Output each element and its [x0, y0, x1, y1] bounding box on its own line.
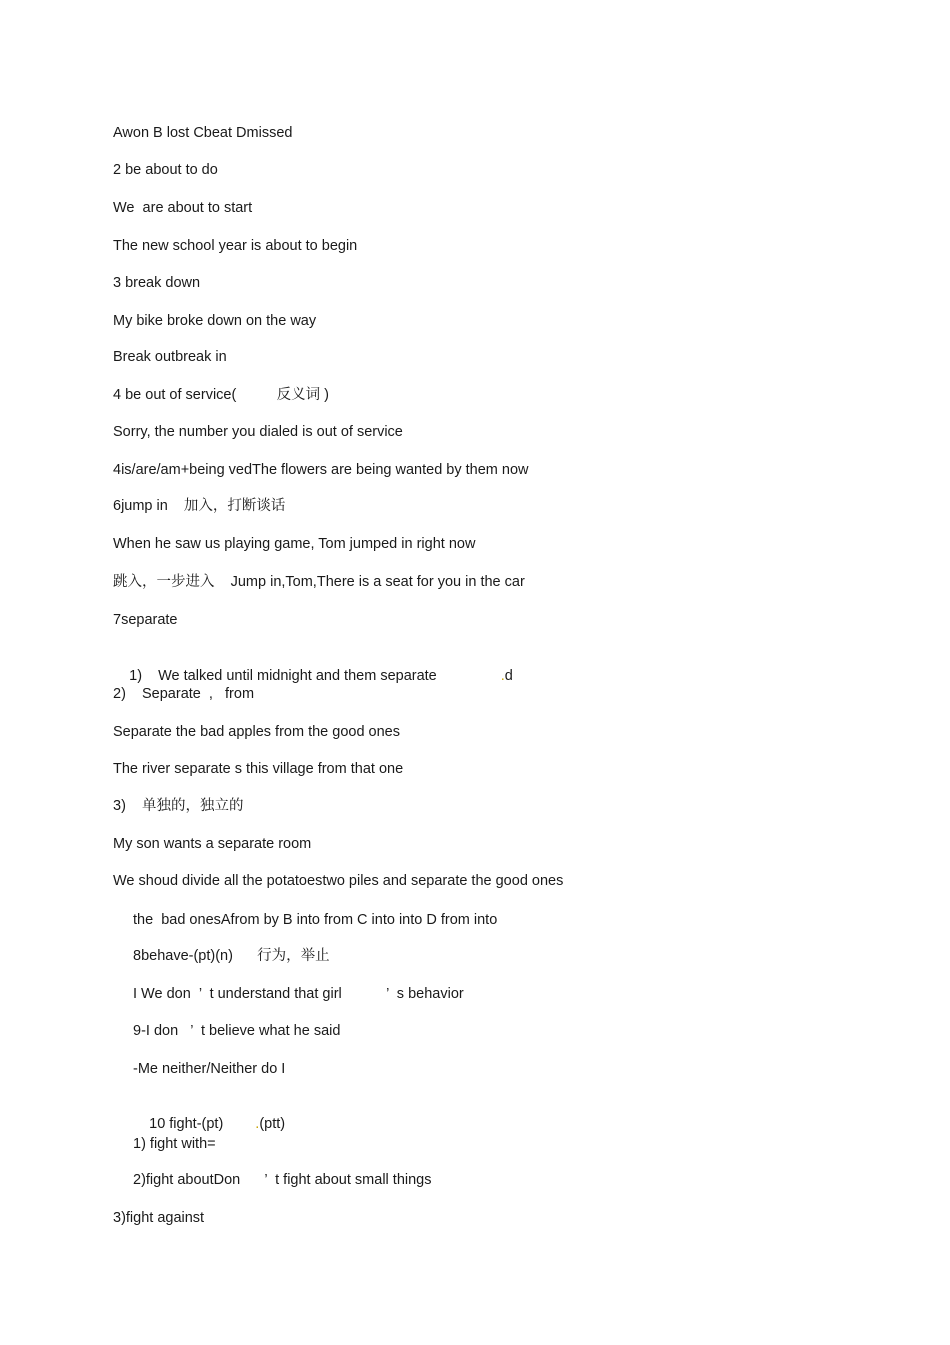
text-line: 3)fight against [113, 1210, 205, 1226]
text-line: Awon B lost Cbeat Dmissed [113, 125, 293, 141]
text-line: My son wants a separate room [113, 836, 312, 852]
text-line: 3) 单独的，独立的 [113, 798, 244, 814]
text-line: the bad onesAfrom by B into from C into into D from into [133, 912, 498, 928]
text-line: When he saw us playing game, Tom jumped in right now [113, 536, 476, 552]
line-suffix: d [504, 668, 513, 684]
text-line: We shoud divide all the potatoestwo piles and separate the good ones [113, 873, 564, 889]
text-line: Separate the bad apples from the good ones [113, 724, 400, 740]
text-line: Break outbreak in [113, 349, 227, 365]
text-line: 6jump in 加入，打断谈话 [113, 498, 286, 514]
text-line: 8behave-(pt)(n) 行为，举止 [133, 948, 330, 964]
text-line: 1) fight with= [133, 1136, 216, 1152]
text-line: 跳入，一步进入 Jump in,Tom,There is a seat for you in the car [113, 574, 525, 590]
text-line: The river separate s this village from that one [113, 761, 404, 777]
text-line: 3 break down [113, 275, 201, 291]
text-line: I We don ’ t understand that girl ’ s behavior [133, 986, 464, 1002]
edit-mark: . [500, 668, 505, 684]
text-line: My bike broke down on the way [113, 313, 317, 329]
text-line: 7separate [113, 612, 178, 628]
text-line: 4is/are/am+being vedThe flowers are being wanted by them now [113, 462, 529, 478]
line-text: 10 fight-(pt) [149, 1116, 224, 1132]
line-text: 1) We talked until midnight and them separate [129, 668, 437, 684]
text-line: Sorry, the number you dialed is out of service [113, 424, 403, 440]
text-line: 2 be about to do [113, 162, 218, 178]
edit-mark: . [255, 1116, 260, 1132]
line-suffix: (ptt) [259, 1116, 286, 1132]
text-line: 2)fight aboutDon ’ t fight about small things [133, 1172, 432, 1188]
text-line: We are about to start [113, 200, 253, 216]
text-line: 9-I don ’ t believe what he said [133, 1023, 341, 1039]
text-line: 4 be out of service( 反义词 ) [113, 387, 329, 403]
text-line: 2) Separate , from [113, 686, 255, 702]
text-line: The new school year is about to begin [113, 238, 358, 254]
text-line: -Me neither/Neither do I [133, 1061, 286, 1077]
